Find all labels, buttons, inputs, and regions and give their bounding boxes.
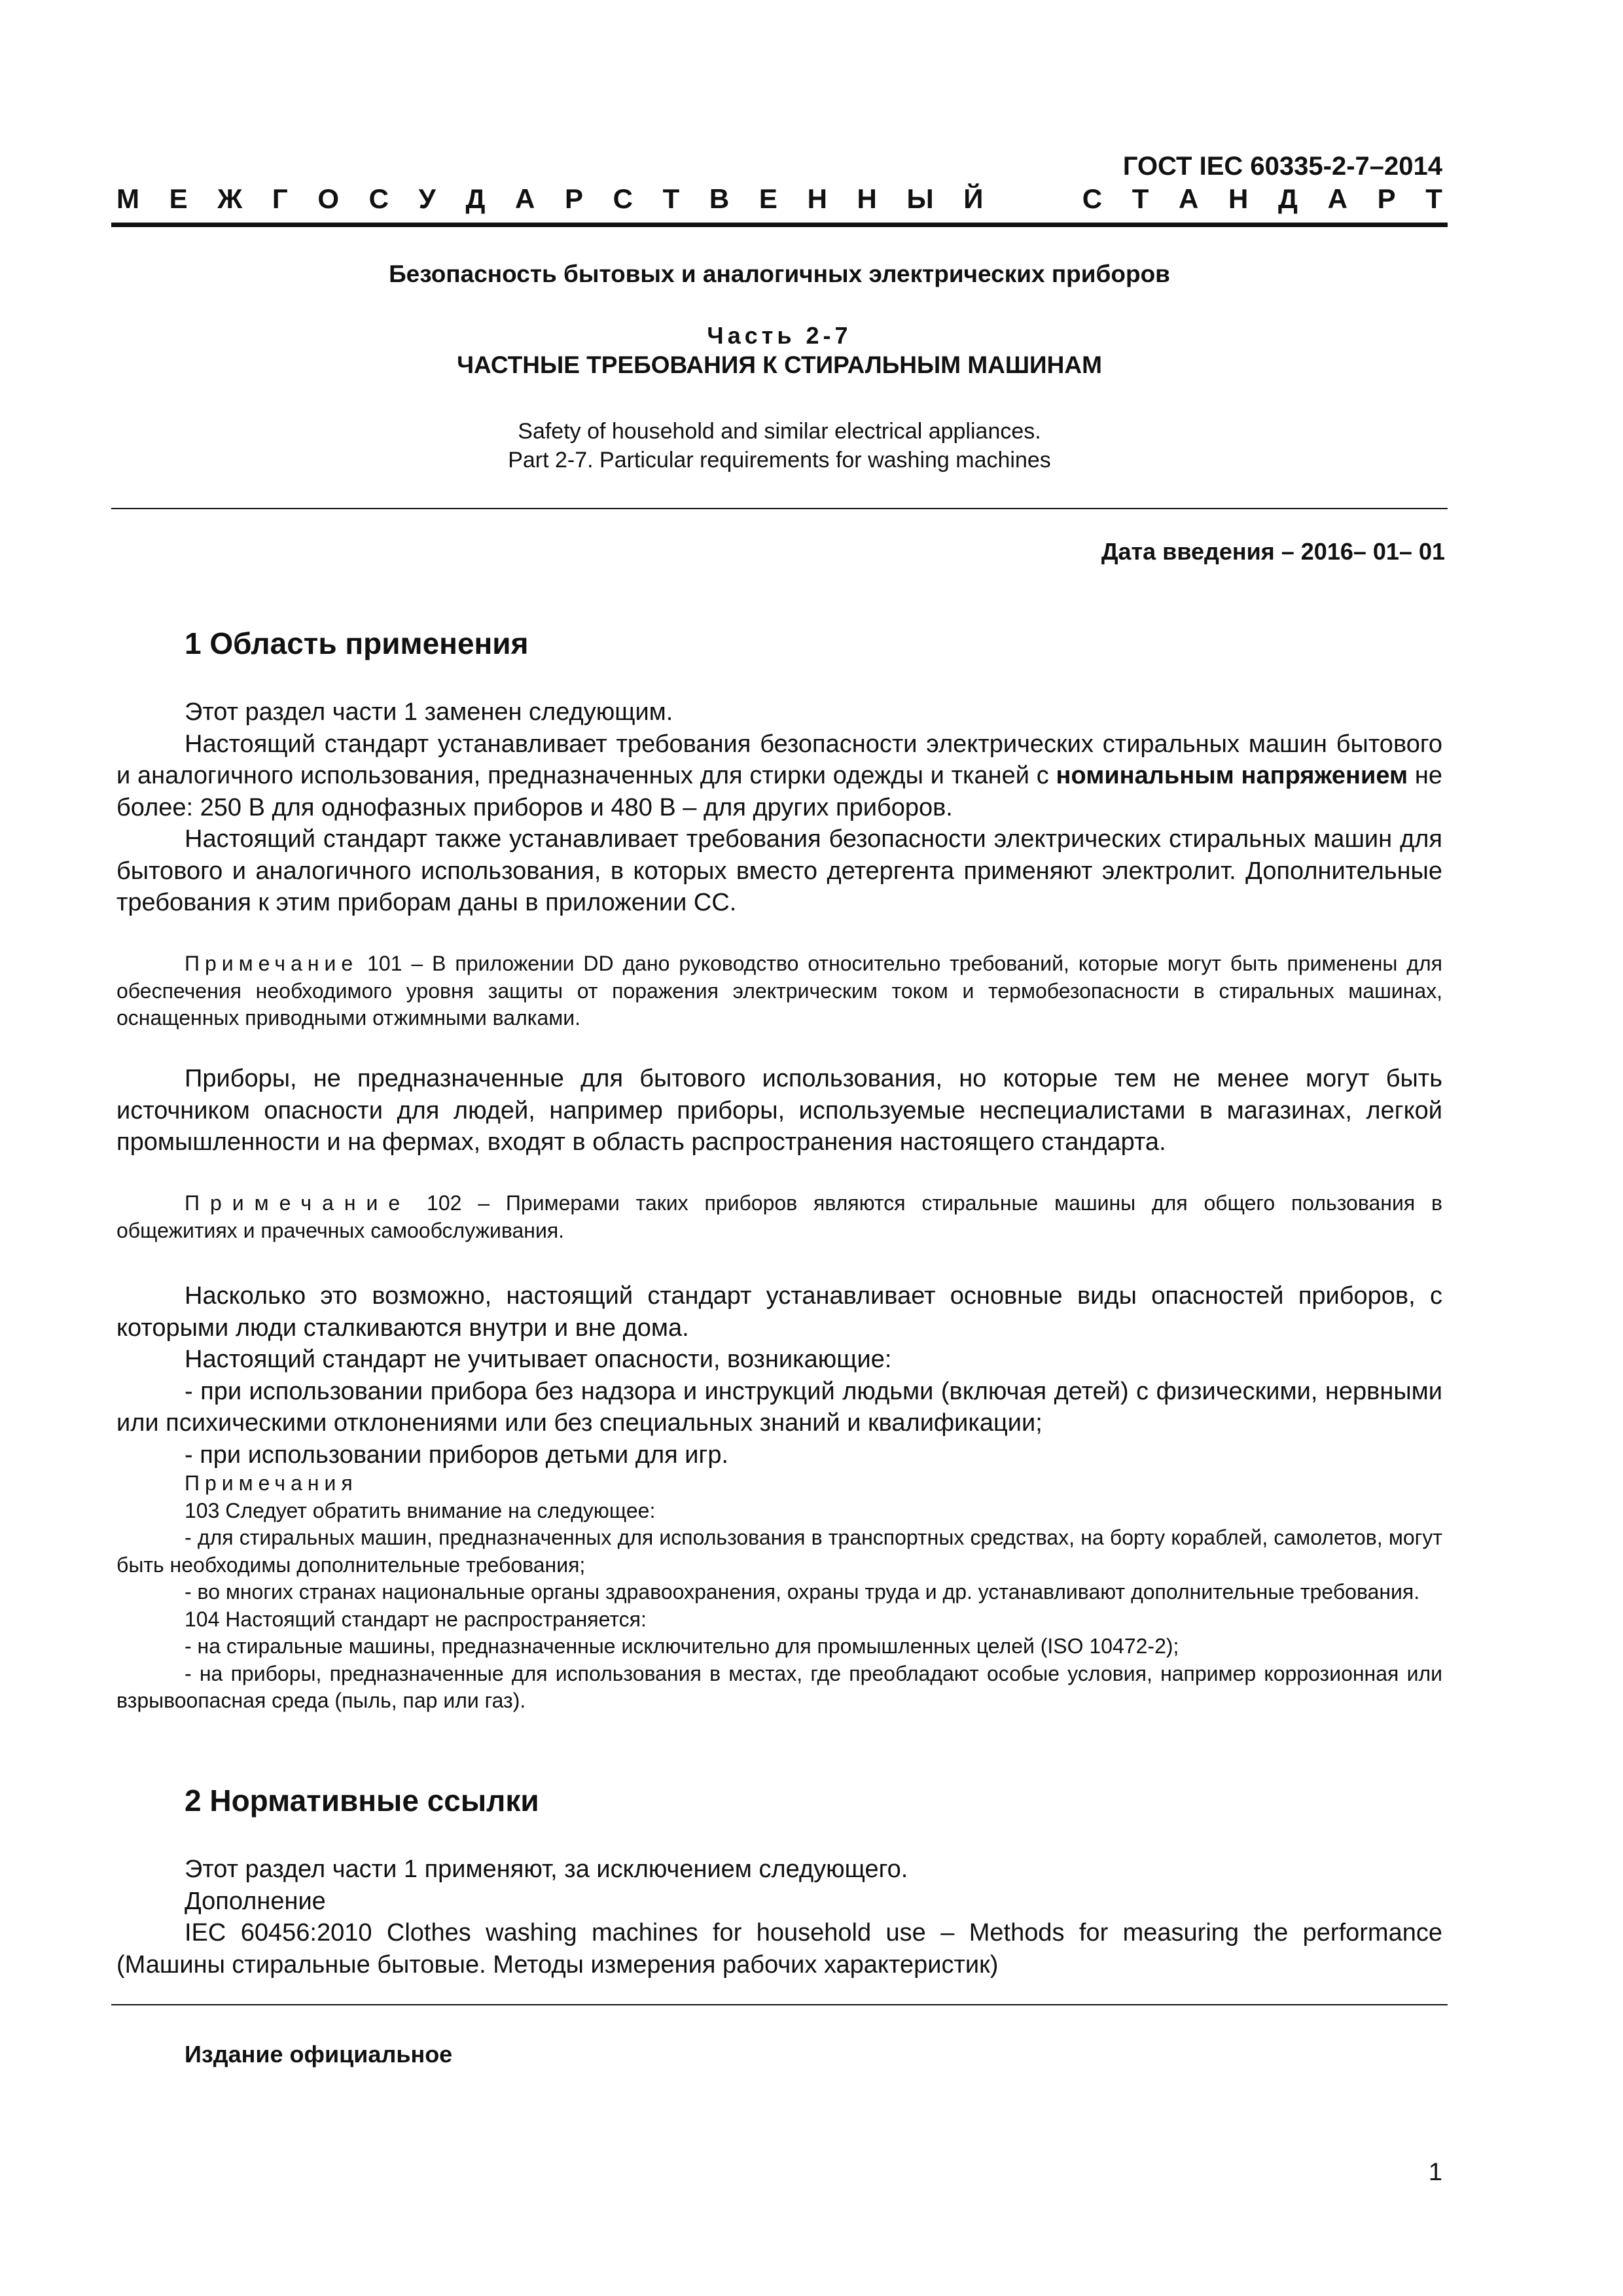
banner-letter: Ж [217, 183, 243, 214]
banner-letter: С [613, 183, 633, 214]
paragraph: Дополнение [185, 1887, 326, 1915]
paragraph: - при использовании приборов детьми для игр. [185, 1441, 729, 1469]
part-number: Часть 2-7 [707, 322, 852, 349]
banner-letter: У [418, 183, 436, 214]
edition-label: Издание официальное [185, 2041, 453, 2068]
gost-code: ГОСТ IEC 60335-2-7–2014 [1122, 152, 1442, 181]
paragraph: Приборы, не предназначенные для бытового использования, но которые тем не менее могут быть источником опасности для людей, например приборы, используемые неспециалистами в магазинах, легкой промышленности и на фермах, входят в область распространения настоящего стандарта. [116, 1065, 1442, 1156]
banner-letter: Г [272, 183, 288, 214]
notes-label: Примечания [185, 1471, 358, 1495]
banner-letter: М [116, 183, 139, 214]
note-item: - на стиральные машины, предназначенные исключительно для промышленных целей (ISO 10472-2); [185, 1634, 1179, 1658]
paragraph: Настоящий стандарт также устанавливает требования безопасности электрических стиральных машин для бытового и аналогичного использования, в которых вместо детергента применяют электролит. Дополнительные требования к этим приборам даны в приложении СС. [116, 825, 1442, 916]
page-number: 1 [1428, 2159, 1442, 2186]
banner-letter: С [368, 183, 389, 214]
note-item: - на приборы, предназначенные для использования в местах, где преобладают особые условия, например коррозионная или взрывоопасная среда (пыль, пар или газ). [116, 1661, 1442, 1712]
banner-letter: Е [758, 183, 777, 214]
title-rule [111, 508, 1448, 509]
section-1-body-a [116, 696, 1442, 919]
note-102: Примечание 102 – Примерами таких приборов являются стиральные машины для общего пользования в общежитиях и прачечных самообслуживания. [116, 1191, 1442, 1242]
banner-letter: Ы [906, 183, 934, 214]
banner-letter: Н [857, 183, 877, 214]
footer-rule [111, 2004, 1448, 2005]
note-item: 103 Следует обратить внимание на следующее: [185, 1498, 656, 1522]
banner-letter: Н [807, 183, 827, 214]
note-101: Примечание 101 – В приложении DD дано руководство относительно требований, которые могут быть применены для обеспечения необходимого уровня защиты от поражения электрическим током и термобезопасности в стиральных машинах, оснащенных приводными отжимными валками. [116, 952, 1442, 1030]
note-item: 104 Настоящий стандарт не распространяется: [185, 1607, 647, 1631]
banner-gap [1013, 183, 1052, 215]
note-item: - во многих странах национальные органы здравоохранения, охраны труда и др. устанавливают дополнительные требования. [185, 1580, 1420, 1604]
banner-letter: Е [169, 183, 188, 214]
note-label: Примечание [185, 952, 359, 975]
banner-letter: Й [963, 183, 984, 214]
section-1-body-b [116, 1063, 1442, 1158]
english-title-line2: Part 2-7. Particular requirements for washing machines [508, 448, 1051, 473]
intro-date: Дата введения – 2016– 01– 01 [1101, 538, 1445, 565]
paragraph: Настоящий стандарт устанавливает требования безопасности электрических стиральных машин бытового и аналогичного использования, предназначенных для стирки одежды и тканей с номинальным напряжением не более: 250 В для однофазных приборов и 480 В – для других приборов. [116, 730, 1443, 821]
part-title: ЧАСТНЫЕ ТРЕБОВАНИЯ К СТИРАЛЬНЫМ МАШИНАМ [457, 351, 1102, 378]
section-1-body-c [116, 1280, 1442, 1471]
banner-letter: Т [1425, 183, 1442, 214]
note-label: Примечание [185, 1191, 411, 1215]
section-2-heading: 2 Нормативные ссылки [185, 1784, 539, 1818]
banner-letter: В [709, 183, 730, 214]
banner-letter: А [1179, 183, 1199, 214]
standard-banner [116, 183, 1442, 215]
banner-letter: Т [662, 183, 680, 214]
banner-letter: А [1327, 183, 1347, 214]
paragraph: - при использовании прибора без надзора и инструкций людьми (включая детей) с физическими, нервными или психическими отклонениями или без специальных знаний и квалификации; [116, 1377, 1442, 1437]
banner-letter: С [1082, 183, 1103, 214]
banner-letter: Т [1132, 183, 1149, 214]
paragraph: Этот раздел части 1 заменен следующим. [185, 698, 673, 726]
banner-letter: А [515, 183, 535, 214]
paragraph: Этот раздел части 1 применяют, за исключением следующего. [185, 1856, 908, 1883]
notes-103-104 [116, 1470, 1442, 1715]
header-rule [111, 223, 1448, 227]
banner-letter: О [317, 183, 340, 214]
banner-letter: Д [1278, 183, 1298, 214]
paragraph: Настоящий стандарт не учитывает опасности, возникающие: [185, 1346, 892, 1373]
english-title [111, 417, 1448, 475]
banner-letter: Р [1377, 183, 1396, 214]
section-2-body [116, 1854, 1442, 1981]
paragraph: IEC 60456:2010 Clothes washing machines for household use – Methods for measuring the performance (Машины стиральные бытовые. Методы измерения рабочих характеристик) [116, 1919, 1442, 1979]
note-item: - для стиральных машин, предназначенных для использования в транспортных средствах, на борту кораблей, самолетов, могут быть необходимы дополнительные требования; [116, 1526, 1442, 1577]
section-1-heading: 1 Область применения [185, 626, 529, 660]
banner-letter: Д [465, 183, 486, 214]
english-title-line1: Safety of household and similar electrical appliances. [518, 419, 1041, 444]
banner-letter: Н [1228, 183, 1249, 214]
banner-letter: Р [564, 183, 583, 214]
document-title: Безопасность бытовых и аналогичных электрических приборов [389, 260, 1170, 287]
paragraph: Насколько это возможно, настоящий стандарт устанавливает основные виды опасностей приборов, с которыми люди сталкиваются внутри и вне дома. [116, 1282, 1442, 1342]
